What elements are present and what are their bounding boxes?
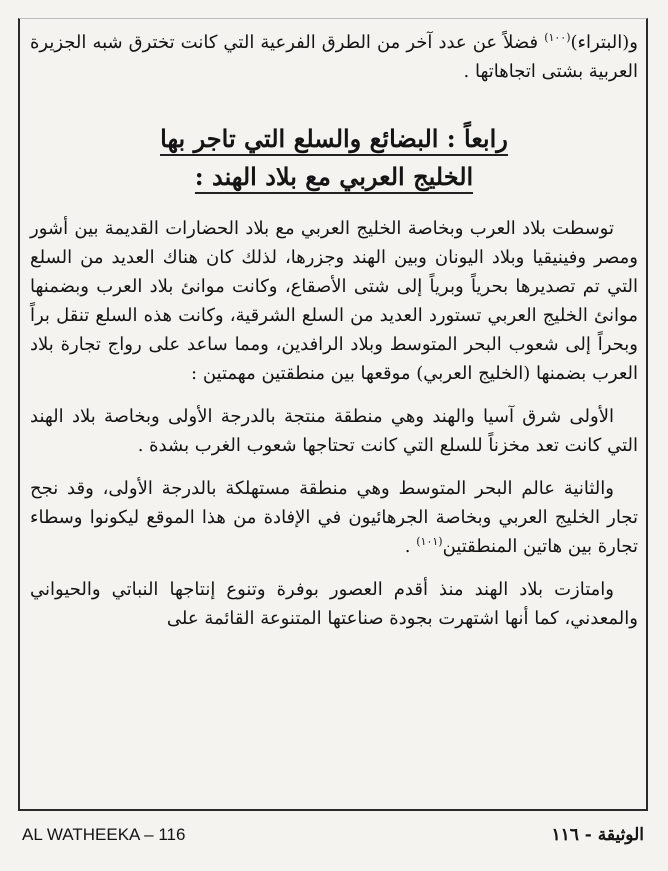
paragraph-1: توسطت بلاد العرب وبخاصة الخليج العربي مع بلاد الحضارات القديمة بين أشور ومصر وفينيقيا وبلاد اليونان وبين الهند وجزرها، لذلك كان هناك العديد من السلع التي تم تصديرها بحرياً وبرياً إلى شتى الأصقاع، وكانت موانئ بلاد العرب وبضمنها موانئ الخليج العربي تستورد العديد من السلع الشرقية، وكانت هذه السلع تنقل براً وبحراً إلى شعوب البحر المتوسط وبلاد الرافدين، ومما ساعد على رواج تجارة بلاد العرب بضمنها (الخليج العربي) موقعها بين منطقتين مهمتين : (30, 218, 638, 384)
intro-text-start: و(البتراء) (570, 32, 638, 53)
paragraph-3-text: والثانية عالم البحر المتوسط وهي منطقة مستهلكة بالدرجة الأولى، وقد نجح تجار الخليج العربي وبخاصة الجرهائيون في الإفادة من هذا الموقع ليكونوا وسطاء تجارة بين هاتين المنطقتين (30, 478, 638, 557)
footnote-ref-100: (١٠٠) (544, 31, 571, 44)
footnote-ref-101: (١٠١) (416, 535, 443, 548)
paragraph-3 (30, 474, 638, 561)
document-body (30, 28, 638, 633)
section-heading-line-1: رابعاً : البضائع والسلع التي تاجر بها (160, 124, 508, 156)
page-footer (18, 818, 648, 852)
footer-page-label-latin: AL WATHEEKA – 116 (22, 825, 186, 844)
section-heading-line-2: الخليج العربي مع بلاد الهند : (195, 162, 473, 194)
footer-page-label-arabic: الوثيقة - ١١٦ (551, 825, 644, 845)
intro-text-end: فضلاً عن عدد آخر من الطرق الفرعية التي كانت تخترق شبه الجزيرة العربية بشتى اتجاهاتها . (30, 32, 638, 82)
section-heading (30, 120, 638, 196)
footer-divider (18, 809, 648, 811)
paragraph-3-end: . (404, 536, 417, 557)
paragraph-4: وامتازت بلاد الهند منذ أقدم العصور بوفرة وتنوع إنتاجها النباتي والحيواني والمعدني، كما أنها اشتهرت بجودة صناعتها المتنوعة القائمة على (30, 579, 638, 629)
intro-paragraph (30, 28, 638, 86)
paragraph-2: الأولى شرق آسيا والهند وهي منطقة منتجة بالدرجة الأولى وبخاصة بلاد الهند التي كانت تعد مخزناً للسلع التي كانت تحتاجها شعوب الغرب بشدة . (30, 406, 638, 456)
